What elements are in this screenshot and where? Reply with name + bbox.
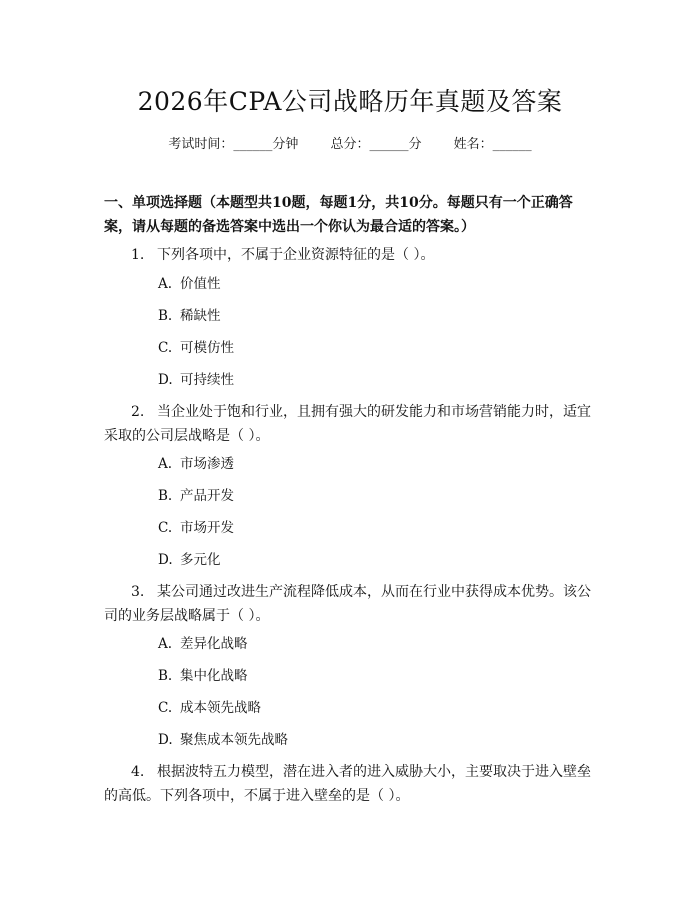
option-1a bbox=[158, 274, 221, 294]
option-letter: C. bbox=[158, 520, 173, 536]
option-letter: B. bbox=[158, 668, 173, 684]
question-number: 3. bbox=[131, 584, 145, 600]
question-4 bbox=[104, 760, 602, 808]
option-text: 聚焦成本领先战略 bbox=[180, 732, 288, 748]
option-letter: A. bbox=[158, 636, 173, 652]
document-title: 2026年CPA公司战略历年真题及答案 bbox=[137, 87, 563, 116]
option-letter: B. bbox=[158, 488, 173, 504]
question-number: 4. bbox=[131, 764, 145, 780]
option-letter: D. bbox=[158, 552, 173, 568]
option-text: 成本领先战略 bbox=[180, 700, 261, 716]
option-3c bbox=[158, 698, 261, 718]
option-letter: D. bbox=[158, 732, 173, 748]
option-1c bbox=[158, 338, 234, 358]
option-letter: C. bbox=[158, 700, 173, 716]
option-text: 多元化 bbox=[180, 552, 221, 568]
student-name: 姓名：______ bbox=[453, 137, 532, 152]
option-letter: B. bbox=[158, 308, 173, 324]
option-letter: A. bbox=[158, 276, 173, 292]
option-2b bbox=[158, 486, 234, 506]
question-3 bbox=[104, 580, 602, 628]
total-score: 总分：______分 bbox=[330, 137, 422, 152]
option-text: 稀缺性 bbox=[180, 308, 221, 324]
question-text: 根据波特五力模型，潜在进入者的进入威胁大小，主要取决于进入壁垒的高低。下列各项中，不属于进入壁垒的是（ ）。 bbox=[104, 764, 591, 804]
option-text: 市场开发 bbox=[180, 520, 234, 536]
option-2c bbox=[158, 518, 234, 538]
option-3b bbox=[158, 666, 248, 686]
exam-time: 考试时间：______分钟 bbox=[168, 137, 299, 152]
option-3a bbox=[158, 634, 248, 654]
section-heading bbox=[104, 191, 604, 239]
option-2a bbox=[158, 454, 234, 474]
question-number: 2. bbox=[131, 404, 145, 420]
option-text: 差异化战略 bbox=[180, 636, 248, 652]
question-2 bbox=[104, 400, 602, 448]
option-letter: A. bbox=[158, 456, 173, 472]
option-text: 可持续性 bbox=[180, 372, 234, 388]
exam-meta bbox=[0, 133, 700, 152]
option-3d bbox=[158, 730, 288, 750]
option-2d bbox=[158, 550, 221, 570]
question-number: 1. bbox=[131, 247, 145, 263]
option-text: 价值性 bbox=[180, 276, 221, 292]
question-text: 当企业处于饱和行业，且拥有强大的研发能力和市场营销能力时，适宜采取的公司层战略是（ ）。 bbox=[104, 404, 591, 444]
option-text: 市场渗透 bbox=[180, 456, 234, 472]
option-text: 产品开发 bbox=[180, 488, 234, 504]
option-letter: D. bbox=[158, 372, 173, 388]
section-heading-line2: 案，请从每题的备选答案中选出一个你认为最合适的答案。） bbox=[104, 219, 475, 235]
question-text: 下列各项中，不属于企业资源特征的是（ ）。 bbox=[157, 247, 435, 263]
option-text: 可模仿性 bbox=[180, 340, 234, 356]
option-1d bbox=[158, 370, 234, 390]
option-text: 集中化战略 bbox=[180, 668, 248, 684]
question-text: 某公司通过改进生产流程降低成本，从而在行业中获得成本优势。该公司的业务层战略属于（ ）。 bbox=[104, 584, 591, 624]
option-letter: C. bbox=[158, 340, 173, 356]
section-heading-line1: 一、单项选择题（本题型共10题，每题1分，共10分。每题只有一个正确答 bbox=[104, 195, 573, 211]
option-1b bbox=[158, 306, 221, 326]
question-1 bbox=[104, 243, 602, 267]
